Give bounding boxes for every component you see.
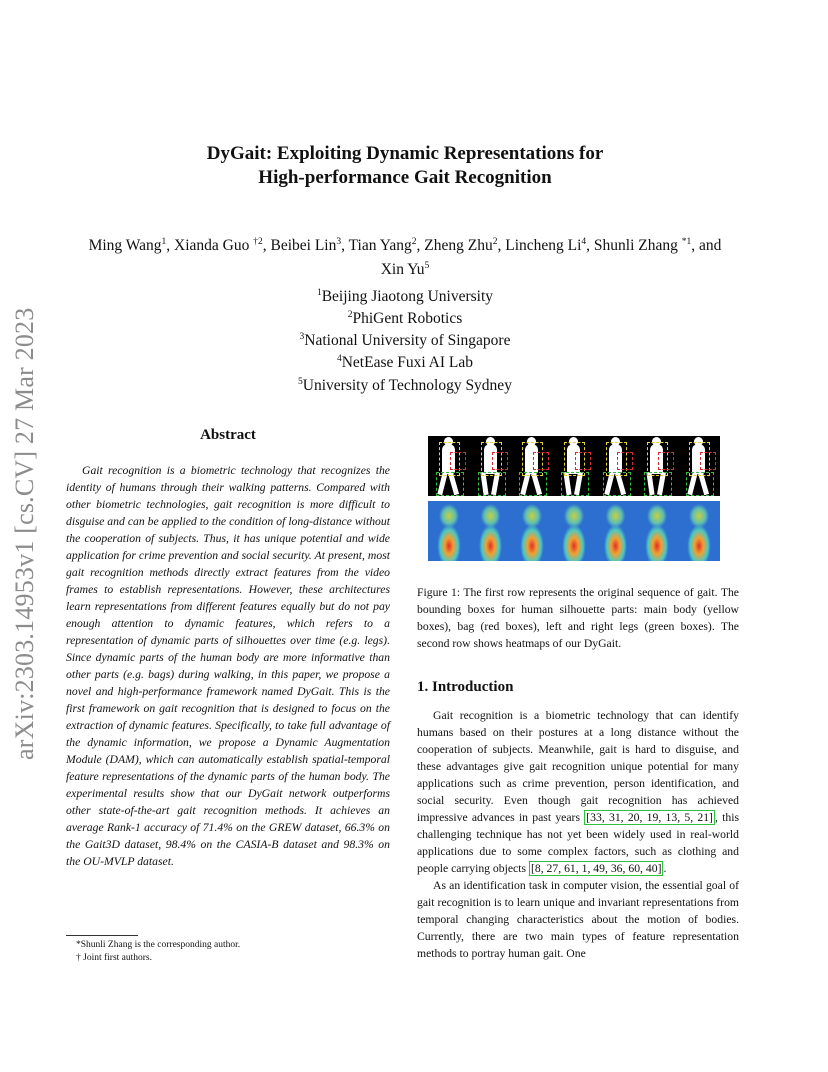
heatmap-frame	[678, 501, 720, 561]
affiliation-sup: 2	[347, 310, 353, 321]
intro-paragraph-2: As an identification task in computer vision, the essential goal of gait recognition is to learn unique and invariant representations from temporal changing characteristics about the motion of bodies. Currently, there are two main types of feature representation methods to portray human gait. One	[417, 879, 739, 960]
author-name: , Tian Yang	[341, 237, 412, 255]
affiliation	[200, 328, 610, 350]
author-name: Xin Yu	[380, 261, 425, 279]
legs-box	[561, 472, 589, 496]
author-name: , Shunli Zhang	[586, 237, 682, 255]
affiliation	[200, 306, 610, 328]
section-heading-introduction: 1. Introduction	[417, 679, 514, 695]
heatmap-frame	[553, 501, 595, 561]
affiliation-name: NetEase Fuxi AI Lab	[341, 354, 474, 372]
abstract-text: Gait recognition is a biometric technology that recognizes the identity of humans through their walking patterns. Compared with other biometric technologies, gait recognition is more difficult to disguise and can be applied to the condition of long-distance without the cooperation of subjects. Thus, it has unique potential and wide application for crime prevention and social security. At present, most gait recognition methods directly extract features from the video frames to establish representations. However, these architectures learn representations from different features equally but do not pay enough attention to dynamic features, which refers to a representation of dynamic parts of silhouettes over time (e.g. legs). Since dynamic parts of the human body are more informative than other parts (e.g. bags) during walking, in this paper, we propose a novel and high-performance framework named DyGait. This is the first framework on gait recognition that is designed to focus on the extraction of dynamic features. Specifically, to take full advantage of the dynamic information, we propose a Dynamic Augmentation Module (DAM), which can automatically establish spatial-temporal feature representations of the dynamic parts of the human body. The experimental results show that our DyGait network outperforms other state-of-the-art gait recognition methods. It achieves an average Rank-1 accuracy of 71.4% on the GREW dataset, 66.3% on the Gait3D dataset, 98.4% on the CASIA-B dataset and 98.3% on the OU-MVLP dataset.	[66, 464, 390, 868]
citation-link[interactable]: [33, 31, 20, 19, 13, 5, 21]	[586, 811, 713, 824]
bag-box	[617, 452, 633, 470]
heatmap-frame	[595, 501, 637, 561]
author-affil-sup: *1	[681, 237, 692, 247]
legs-box	[478, 472, 506, 496]
author-affil-sup: †2	[253, 237, 263, 247]
heatmap-frame	[428, 501, 470, 561]
author-name: , Xianda Guo	[166, 237, 254, 255]
heatmap-frame	[470, 501, 512, 561]
figure-1-image	[428, 436, 720, 561]
bag-box	[700, 452, 716, 470]
author-name: Ming Wang	[88, 237, 162, 255]
author-name: , Lincheng Li	[497, 237, 582, 255]
legs-box	[686, 472, 714, 496]
silhouette-frame	[553, 436, 595, 496]
heatmap-frame	[636, 501, 678, 561]
legs-box	[644, 472, 672, 496]
author-name: , Beibei Lin	[262, 237, 337, 255]
affiliation-sup: 4	[336, 354, 342, 365]
author-name: , and	[691, 237, 722, 255]
bag-box	[658, 452, 674, 470]
author-list	[62, 232, 748, 280]
intro-text-segment: , this challenging technique has not yet been widely used in real-world applications due to some complex factors, such as clothing and people carrying objects	[417, 811, 739, 875]
author-affil-sup: 4	[581, 237, 587, 247]
footnote-divider	[66, 935, 138, 936]
silhouette-frame	[636, 436, 678, 496]
introduction-text	[417, 707, 739, 962]
author-affil-sup: 2	[492, 237, 498, 247]
legs-box	[519, 472, 547, 496]
silhouette-row	[428, 436, 720, 496]
legs-box	[603, 472, 631, 496]
title-line-2: High-performance Gait Recognition	[258, 167, 552, 188]
affiliation	[200, 373, 610, 395]
affiliation-sup: 1	[316, 288, 322, 298]
footnote-corresponding: *Shunli Zhang is the corresponding author.	[76, 940, 241, 950]
heatmap-row	[428, 501, 720, 561]
legs-box	[436, 472, 464, 496]
citation-link[interactable]: [8, 27, 61, 1, 49, 36, 60, 40]	[530, 862, 662, 875]
paper-title	[90, 142, 720, 190]
silhouette-frame	[470, 436, 512, 496]
bag-box	[492, 452, 508, 470]
silhouette-frame	[678, 436, 720, 496]
silhouette-frame	[511, 436, 553, 496]
affiliation-sup: 5	[298, 376, 303, 387]
affiliation	[200, 284, 610, 306]
arxiv-identifier-text: arXiv:2303.14953v1 [cs.CV] 27 Mar 2023	[10, 307, 39, 760]
silhouette-frame	[595, 436, 637, 496]
title-line-1: DyGait: Exploiting Dynamic Representations for	[206, 143, 604, 164]
affiliation-name: National University of Singapore	[304, 332, 511, 350]
affiliation-name: PhiGent Robotics	[352, 310, 463, 328]
author-name: , Zheng Zhu	[416, 237, 493, 255]
intro-paragraph-1	[417, 707, 739, 877]
author-affil-sup: 1	[161, 237, 167, 247]
bag-box	[575, 452, 591, 470]
affiliation-sup: 3	[299, 332, 305, 343]
affiliation	[200, 350, 610, 372]
author-affil-sup: 2	[411, 237, 417, 247]
intro-text-segment: Gait recognition is a biometric technology that can identify humans based on their postures at a long distance without the cooperation of subjects. Meanwhile, gait is hard to disguise, and these advantages give gait recognition unique potential for many applications such as crime prevention, person identification, and social security. Even though gait recognition has achieved impressive advances in past years	[417, 709, 739, 824]
bag-box	[450, 452, 466, 470]
heatmap-frame	[511, 501, 553, 561]
figure-1-caption: Figure 1: The first row represents the original sequence of gait. The bounding boxes for human silhouette parts: main body (yellow boxes), bag (red boxes), left and right legs (green boxes). The second row shows heatmaps of our DyGait.	[417, 586, 739, 650]
affiliation-list	[200, 284, 610, 395]
silhouette-frame	[428, 436, 470, 496]
author-affil-sup: 3	[336, 237, 342, 247]
affiliation-name: Beijing Jiaotong University	[321, 288, 494, 306]
footnotes	[76, 939, 240, 965]
author-affil-sup: 5	[424, 261, 430, 272]
affiliation-name: University of Technology Sydney	[302, 376, 512, 394]
footnote-joint: † Joint first authors.	[76, 953, 152, 963]
bag-box	[533, 452, 549, 470]
intro-text-segment: .	[663, 862, 667, 875]
abstract-heading: Abstract	[200, 427, 256, 443]
